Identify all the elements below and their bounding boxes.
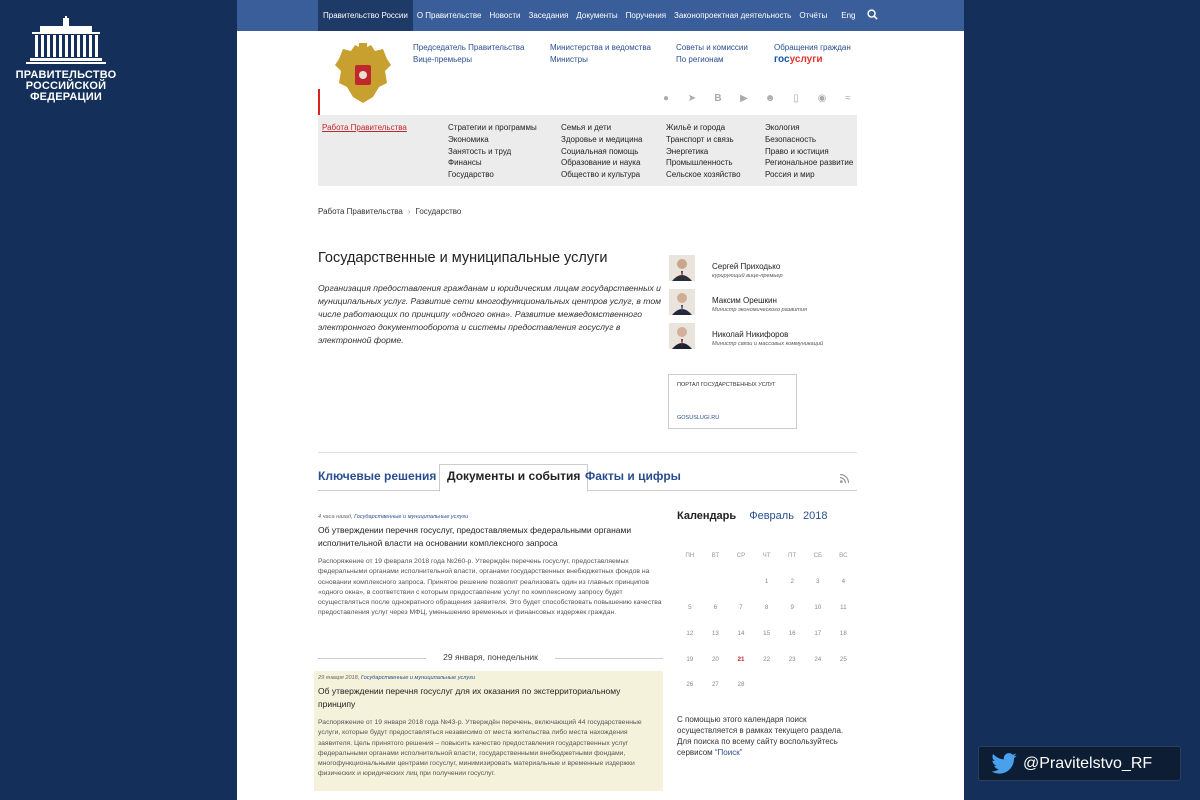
page	[237, 0, 964, 800]
header-link-councils[interactable]: Советы и комиссии	[676, 43, 748, 52]
brand-line-1: ПРАВИТЕЛЬСТВО	[15, 69, 117, 81]
calendar-day	[703, 578, 729, 604]
people-icon[interactable]: ☻	[764, 93, 776, 104]
weekday: ВТ	[711, 552, 720, 559]
calendar-day	[805, 681, 831, 707]
header-link-ministers[interactable]: Министры	[550, 55, 588, 64]
weekday: ЧТ	[762, 552, 771, 559]
header-link-ministries[interactable]: Министерства и ведомства	[550, 43, 652, 52]
social-icons	[653, 93, 861, 104]
eye-icon[interactable]: ◉	[817, 93, 827, 104]
nav-news[interactable]: Новости	[489, 11, 521, 20]
day-separator-line	[555, 658, 663, 659]
calendar-weekdays	[677, 552, 857, 578]
weekday: ПТ	[788, 552, 797, 559]
calendar-day	[754, 681, 780, 707]
feed-item[interactable]	[314, 671, 663, 791]
tab-documents-events[interactable]: Документы и события	[439, 464, 588, 492]
calendar-day[interactable]: 19	[686, 655, 694, 663]
menu-item[interactable]: Занятость и труд	[448, 146, 512, 156]
nav-government-russia[interactable]: Правительство России	[318, 0, 413, 31]
calendar-day[interactable]: 6	[713, 603, 718, 611]
feed-item-time: 29 января 2018,	[318, 675, 360, 681]
calendar	[677, 510, 857, 689]
calendar-week	[677, 630, 857, 656]
gosuslugi-logo[interactable]	[774, 54, 851, 66]
calendar-day[interactable]: 10	[814, 603, 822, 611]
header-link-regions[interactable]: По регионам	[676, 55, 724, 64]
mobile-icon[interactable]: ▯	[793, 93, 799, 104]
menu-item[interactable]: Промышленность	[666, 158, 733, 168]
official-photo	[669, 289, 695, 315]
calendar-year-select[interactable]: 2018	[803, 510, 828, 522]
official-name: Сергей Приходько	[712, 262, 781, 271]
calendar-day[interactable]: 5	[688, 603, 692, 611]
calendar-note-text: С помощью этого календаря поиск осуществляется в рамках текущего раздела. Для поиска по всему сайту воспользуйтесь сервисом	[677, 715, 844, 757]
calendar-day[interactable]: 27	[711, 681, 719, 689]
calendar-day[interactable]: 23	[788, 655, 796, 663]
breadcrumb	[318, 207, 461, 216]
nav-reports[interactable]: Отчёты	[799, 11, 828, 20]
weekday: СБ	[813, 552, 823, 559]
feed-item[interactable]	[318, 514, 663, 619]
nav-legislation[interactable]: Законопроектная деятельность	[674, 11, 792, 20]
calendar-day[interactable]: 13	[711, 629, 719, 637]
tab-key-decisions[interactable]: Ключевые решения	[318, 469, 437, 483]
calendar-day[interactable]: 11	[840, 603, 847, 611]
menu-item[interactable]: Безопасность	[765, 134, 817, 144]
brand-line-3: ФЕДЕРАЦИИ	[30, 91, 102, 103]
menu-item[interactable]: Финансы	[448, 158, 482, 168]
header-link-vice-premiers[interactable]: Вице-премьеры	[413, 55, 472, 64]
nav-about[interactable]: О Правительстве	[416, 11, 482, 20]
calendar-day	[677, 578, 703, 604]
menu-item[interactable]: Право и юстиция	[765, 146, 829, 156]
feed-item-time: 4 часа назад,	[318, 514, 353, 520]
calendar-grid	[677, 552, 857, 707]
menu-item[interactable]: Общество и культура	[561, 170, 641, 180]
calendar-day[interactable]: 25	[839, 655, 847, 663]
calendar-day[interactable]: 15	[763, 629, 771, 637]
calendar-day[interactable]: 14	[737, 629, 745, 637]
feed-item-text: Распоряжение от 19 февраля 2018 года №260-р. Утверждён перечень госуслуг, предоставляемых федеральными органами исполнительной власти, органами государственных внебюджетных фондов на основании комплексного запроса. Принятое решение позволит реализовать один из главных принципов «одного окна», в соответствии с которым предоставление услуг по комплексному запросу будет осуществляться после однократного обращения заявителя. Это будет способствовать повышению качества предоставления услуг через МФЦ, уменьшению временных и финансовых издержек граждан.	[318, 558, 662, 617]
youtube-icon[interactable]: ▶	[740, 93, 748, 104]
brand-line-2: РОССИЙСКОЙ	[25, 80, 107, 92]
menu-item[interactable]: Региональное развитие	[765, 158, 854, 168]
feed-item-category[interactable]: Государственные и муниципальные услуги	[360, 675, 476, 681]
calendar-week	[677, 578, 857, 604]
twitter-handle: @Pravitelstvo_RF	[1023, 754, 1153, 772]
government-building-icon	[26, 16, 106, 66]
menu-item[interactable]: Социальная помощь	[561, 146, 639, 156]
calendar-day[interactable]: 26	[686, 681, 694, 689]
menu-item[interactable]: Энергетика	[666, 146, 709, 156]
menu-item[interactable]: Экономика	[448, 134, 489, 144]
calendar-day	[831, 681, 857, 707]
government-brand[interactable]	[14, 16, 118, 103]
official-role: курирующий вице-премьер	[712, 273, 783, 279]
official-role: Министр связи и массовых коммуникаций	[712, 341, 824, 347]
official-role: Министр экономического развития	[712, 307, 807, 313]
topic-menu	[318, 115, 857, 186]
nav-english[interactable]: Eng	[841, 11, 856, 20]
calendar-day[interactable]: 24	[814, 655, 822, 663]
chevron-right-icon: ›	[407, 207, 411, 216]
feed-rss-icon[interactable]	[840, 474, 849, 485]
feed-item-meta	[318, 514, 663, 520]
menu-item[interactable]: Жильё и города	[666, 123, 726, 132]
calendar-note	[677, 714, 857, 758]
feed-item-title[interactable]: Об утверждении перечня госуслуг, предоставляемых федеральными органами исполнительной власти на основании комплексного запроса	[318, 525, 632, 548]
calendar-day[interactable]: 2	[790, 577, 794, 585]
calendar-day[interactable]: 12	[686, 629, 694, 637]
feed-item-meta	[318, 675, 659, 681]
twitter-badge[interactable]	[978, 746, 1181, 781]
calendar-day[interactable]: 18	[839, 629, 847, 637]
feed-item-text: Распоряжение от 19 января 2018 года №43-р. Утверждён перечень, включающий 44 государственные услуги, которые будут предоставляться независимо от места жительства либо места нахождения заявителя. Цель принятого решения – повысить качество предоставления государственных услуг федеральными органами исполнительной власти, государственными внебюджетными фондами, многофункциональными центрами госуслуг, минимизировать материальные и временные издержки физических и юридических лиц при получении госуслуг.	[318, 719, 642, 778]
menu-item[interactable]: Здоровье и медицина	[561, 134, 643, 144]
site-header	[237, 31, 964, 115]
calendar-day[interactable]: 1	[764, 577, 769, 585]
calendar-day[interactable]: 28	[737, 681, 745, 689]
gosuslugi-portal-banner[interactable]	[668, 374, 797, 429]
day-separator-label: 29 января, понедельник	[443, 652, 538, 662]
menu-item[interactable]: Экология	[765, 123, 800, 132]
weekday: ПН	[685, 552, 695, 559]
portal-title: ПОРТАЛ ГОСУДАРСТВЕННЫХ УСЛУГ	[677, 382, 776, 388]
calendar-day[interactable]: 17	[814, 629, 822, 637]
rss-icon[interactable]: ≈	[845, 93, 851, 104]
feed-item-title[interactable]: Об утверждении перечня госуслуг для их оказания по экстерриториальному принципу	[318, 686, 621, 709]
calendar-header	[677, 510, 857, 522]
menu-item[interactable]: Сельское хозяйство	[666, 170, 741, 180]
top-navigation	[237, 0, 964, 31]
portal-link[interactable]: GOSUSLUGI.RU	[677, 415, 720, 421]
feed-item-category[interactable]: Государственные и муниципальные услуги	[354, 514, 469, 520]
calendar-month-select[interactable]: Февраль	[749, 510, 794, 522]
content-tabs	[318, 464, 857, 491]
calendar-day[interactable]: 20	[711, 655, 719, 663]
page-title: Государственные и муниципальные услуги	[318, 250, 608, 266]
search-service-link[interactable]: “Поиск”	[714, 748, 743, 757]
weekday: ВС	[839, 552, 848, 559]
calendar-day-today[interactable]: 21	[737, 655, 745, 663]
vk-icon[interactable]: В	[714, 93, 722, 104]
section-divider	[318, 452, 857, 453]
page-lead: Организация предоставления гражданам и юридическим лицам государственных и муниципальных услуг. Развитие сети многофункциональных центров услуг, в том числе работающих по принципу «одного окна». Развитие межведомственного электронного документооборота и системы предоставления госуслуг в электронной форме.	[318, 283, 662, 345]
calendar-day	[779, 681, 805, 707]
weekday: СР	[736, 552, 746, 559]
calendar-day[interactable]: 16	[788, 629, 796, 637]
calendar-label: Календарь	[677, 510, 737, 522]
breadcrumb-item-state[interactable]: Государство	[415, 207, 462, 216]
calendar-day[interactable]: 7	[739, 603, 743, 611]
menu-work-government[interactable]: Работа Правительства	[322, 123, 407, 132]
calendar-week	[677, 656, 857, 682]
official-photo	[669, 255, 695, 281]
calendar-day[interactable]: 8	[764, 603, 769, 611]
calendar-week	[677, 604, 857, 630]
official-name: Максим Орешкин	[712, 296, 777, 305]
nav-meetings[interactable]: Заседания	[528, 11, 569, 20]
coat-of-arms-icon[interactable]	[333, 43, 393, 110]
official-photo	[669, 323, 695, 349]
camera-icon[interactable]: ●	[662, 93, 670, 104]
day-separator	[318, 652, 663, 666]
menu-item[interactable]: Семья и дети	[561, 123, 612, 132]
gosuslugi-part-2: услуги	[789, 54, 823, 65]
tab-facts-figures[interactable]: Факты и цифры	[585, 469, 681, 483]
menu-item[interactable]: Образование и наука	[561, 158, 641, 168]
header-link-chairman[interactable]: Председатель Правительства	[413, 43, 525, 52]
breadcrumb-item-work[interactable]: Работа Правительства	[318, 207, 403, 216]
header-link-appeals[interactable]: Обращения граждан	[774, 43, 851, 52]
gosuslugi-part-1: гос	[774, 54, 790, 65]
twitter-icon	[991, 753, 1017, 774]
calendar-day[interactable]: 22	[763, 655, 771, 663]
calendar-day[interactable]: 3	[816, 577, 820, 585]
official-name: Николай Никифоров	[712, 330, 789, 339]
calendar-day[interactable]: 4	[841, 577, 846, 585]
menu-item[interactable]: Россия и мир	[765, 170, 815, 180]
menu-item[interactable]: Государство	[448, 170, 494, 180]
calendar-day[interactable]: 9	[790, 603, 794, 611]
menu-item[interactable]: Стратегии и программы	[448, 123, 537, 132]
calendar-week	[677, 681, 857, 707]
search-icon[interactable]	[867, 9, 878, 22]
nav-instructions[interactable]: Поручения	[625, 11, 667, 20]
twitter-small-icon[interactable]: ➤	[687, 93, 697, 104]
nav-documents[interactable]: Документы	[576, 11, 618, 20]
menu-item[interactable]: Транспорт и связь	[666, 134, 734, 144]
calendar-day	[728, 578, 754, 604]
